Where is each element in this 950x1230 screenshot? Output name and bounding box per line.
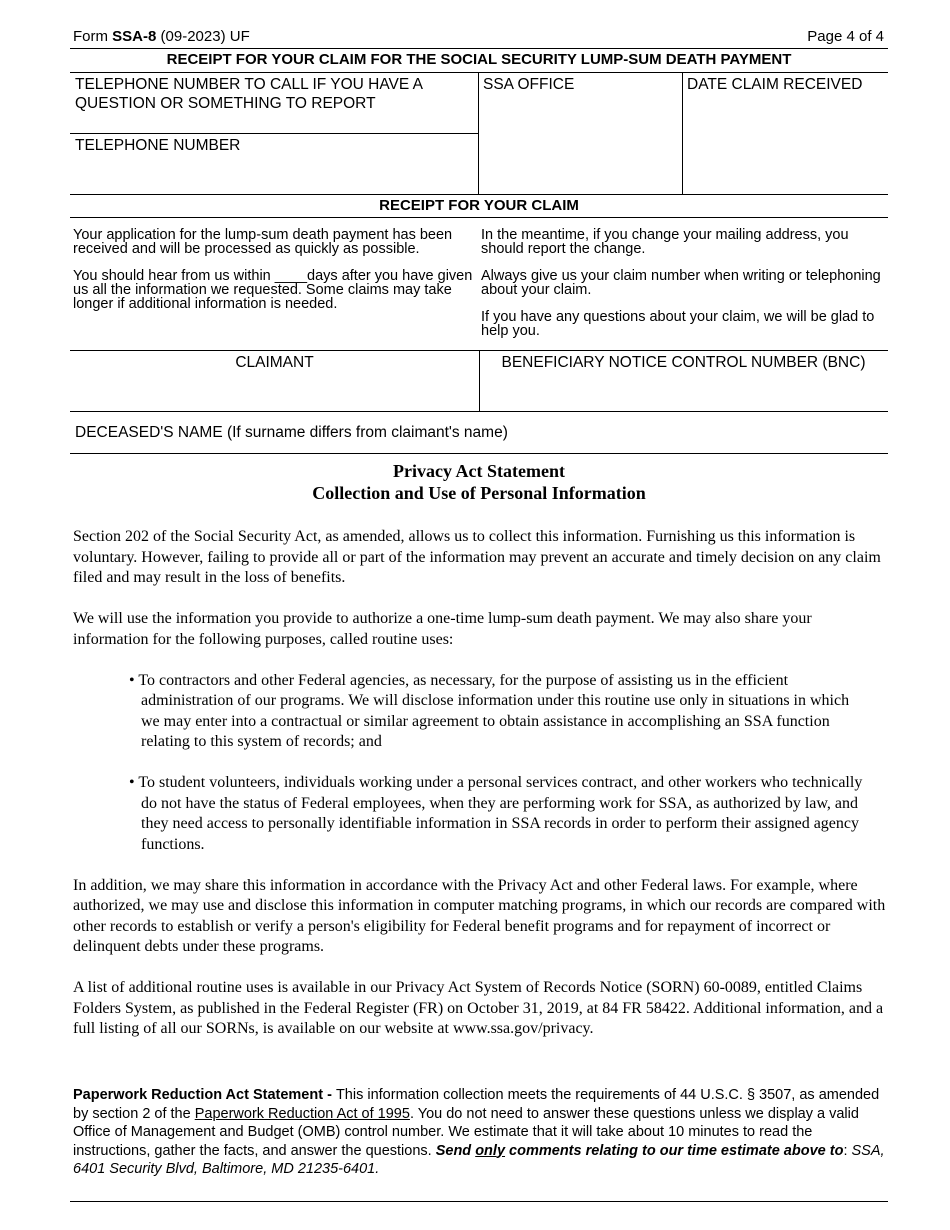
routine-use-contractors: • To contractors and other Federal agencies, as necessary, for the purpose of assisting us in the efficient administration of our programs. We will disclose information under this routine use only in situations in which we may enter into a contractual or similar agreement to obtain assistance in accomplishing an SSA function relating to this system of records; and (129, 671, 850, 750)
form-number: SSA-8 (112, 28, 157, 45)
privacy-subheading: Collection and Use of Personal Information (312, 483, 646, 503)
privacy-body (73, 527, 888, 1040)
ssa-office-label: SSA OFFICE (483, 76, 575, 93)
form-id (73, 28, 250, 45)
privacy-authority-text: Section 202 of the Social Security Act, as amended, allows us to collect this information. Furnishing us this information is voluntary. However, failing to provide all or part of the information may prevent an accurate and timely decision on any claim filed and may result in the loss of benefits. (73, 528, 881, 586)
receipt-hear-back-text (73, 269, 475, 311)
claim-number-text: Always give us your claim number when writing or telephoning about your claim. (481, 268, 881, 298)
divider (70, 1201, 888, 1202)
divider (682, 72, 683, 194)
date-claim-received-label: DATE CLAIM RECEIVED (687, 76, 863, 93)
form-prefix: Form (73, 28, 113, 45)
receipt-claim-title: RECEIPT FOR YOUR CLAIM (379, 197, 579, 214)
divider (70, 453, 888, 454)
page-number: Page 4 of 4 (807, 28, 884, 45)
routine-use-volunteers: • To student volunteers, individuals working under a personal services contract, and other workers who technically do not have the status of Federal employees, when they are performing work for SSA, as authorized by law, and they need access to personally identifiable information in SSA records in order to perform their assigned agency functions. (129, 774, 863, 853)
paperwork-heading: Paperwork Reduction Act Statement - (73, 1087, 336, 1103)
phone-number-label: TELEPHONE NUMBER (75, 137, 241, 154)
paperwork-statement (73, 1086, 888, 1179)
send-only: only (475, 1142, 506, 1159)
divider (70, 217, 888, 218)
privacy-use-text: We will use the information you provide to authorize a one-time lump-sum death payment. We may also share your information for the following purposes, called routine uses: (73, 610, 812, 648)
receipt-right-text (481, 228, 883, 338)
privacy-title (70, 460, 888, 504)
hear-back-end: days after you have given us all the information we requested. Some claims may take longer if additional information is needed. (73, 268, 473, 312)
hear-back-start: You should hear from us within (73, 268, 275, 284)
paperwork-act-link[interactable]: Paperwork Reduction Act of 1995 (194, 1105, 410, 1122)
divider (478, 72, 479, 194)
send-colon: : (843, 1142, 852, 1159)
privacy-heading: Privacy Act Statement (393, 461, 565, 481)
phone-question-label: TELEPHONE NUMBER TO CALL IF YOU HAVE A QUESTION OR SOMETHING TO REPORT (75, 76, 423, 112)
divider (70, 48, 888, 49)
ssa-address: SSA, 6401 Security Blvd, Baltimore, MD 21235-6401. (73, 1142, 885, 1177)
privacy-sorn-text: A list of additional routine uses is available in our Privacy Act System of Records Notice (SORN) 60-0089, entitled Claims Folders System, as published in the Federal Register (FR) on October 31, 2019, at 84 FR 58422. Additional information, and a full listing of all our SORNs, is available on our website at www.ssa.gov/privacy. (73, 979, 884, 1037)
send-text-1: Send (435, 1142, 476, 1159)
receipt-processing-text: Your application for the lump-sum death payment has been received and will be processed as quickly as possible. (73, 227, 453, 257)
divider (70, 411, 888, 412)
divider (70, 194, 888, 195)
days-blank: ____ (274, 268, 308, 284)
receipt-lump-sum-title: RECEIPT FOR YOUR CLAIM FOR THE SOCIAL SECURITY LUMP-SUM DEATH PAYMENT (166, 51, 792, 68)
divider (70, 133, 478, 134)
claimant-label: CLAIMANT (235, 354, 314, 371)
address-change-text: In the meantime, if you change your mailing address, you should report the change. (481, 227, 849, 257)
send-text-2: comments relating to our time estimate above to (505, 1142, 844, 1159)
receipt-left-text (73, 228, 475, 311)
questions-text: If you have any questions about your claim, we will be glad to help you. (481, 309, 875, 339)
form-edition: (09-2023) UF (156, 28, 250, 45)
bnc-label: BENEFICIARY NOTICE CONTROL NUMBER (BNC) (501, 354, 866, 371)
privacy-sharing-text: In addition, we may share this information in accordance with the Privacy Act and other Federal laws. For example, where authorized, we may use and disclose this information in computer matching programs, in which our records are compared with other records to establish or verify a person's eligibility for Federal benefit programs and for repayment of incorrect or delinquent debts under these programs. (73, 876, 886, 955)
paperwork-text-2: . You do not need to answer these questions unless we display a valid Office of Management and Budget (OMB) control number. We estimate that it will take about 10 minutes to read the instructions, gather the facts, and answer the questions. (73, 1105, 859, 1159)
paperwork-text-1: This information collection meets the requirements of 44 U.S.C. § 3507, as amended by section 2 of the (73, 1087, 880, 1122)
deceased-name-label: DECEASED'S NAME (If surname differs from claimant's name) (75, 424, 508, 441)
divider (70, 72, 888, 73)
